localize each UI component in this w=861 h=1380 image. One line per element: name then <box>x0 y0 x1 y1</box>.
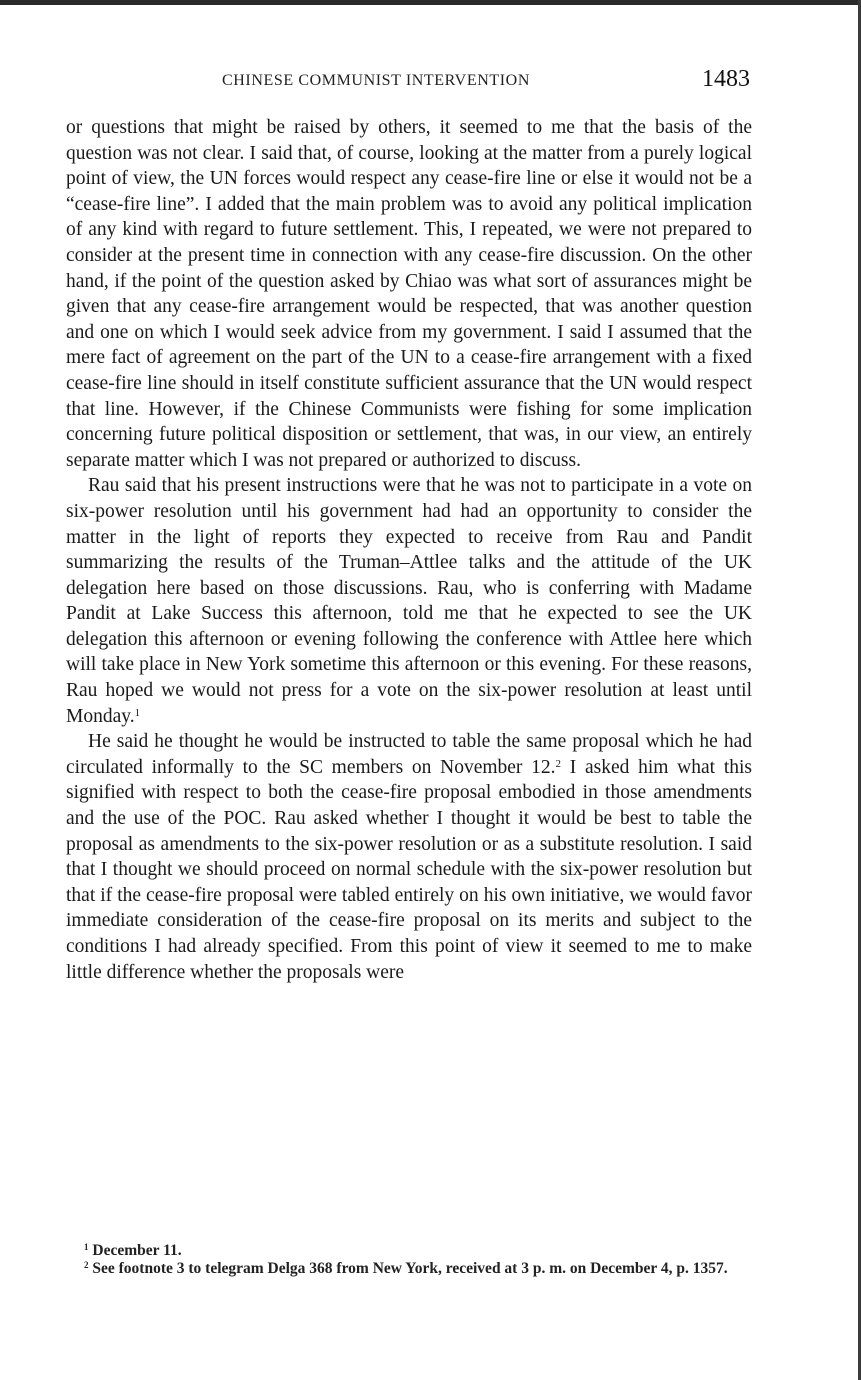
page-number: 1483 <box>702 66 750 92</box>
footnote-ref-1: 1 <box>134 706 141 719</box>
body-text <box>66 115 752 985</box>
footnote-2-text: See footnote 3 to telegram Delga 368 from New York, received at 3 p. m. on December 4, p. 1357. <box>92 1259 728 1277</box>
footnote-marker-2: 2 <box>84 1259 89 1270</box>
footnote-ref-2: 2 <box>555 757 562 770</box>
paragraph-1 <box>66 115 752 473</box>
footnotes <box>66 1242 752 1277</box>
paragraph-3 <box>66 729 752 985</box>
running-head <box>66 66 750 98</box>
paragraph-2-text: Rau said that his present instructions were that he was not to participate in a vote on six-power resolution until his government had had an opportunity to consider the matter in the light of reports they expected to receive from Rau and Pandit summarizing the results of the Truman–Attlee talks and the attitude of the UK delegation here based on those discussions. Rau, who is conferring with Madame Pandit at Lake Success this afternoon, told me that he expected to see the UK delegation this afternoon or evening following the conference with Attlee here which will take place in New York sometime this afternoon or this evening. For these reasons, Rau hoped we would not press for a vote on the six-power resolution at least until Monday. <box>66 475 752 727</box>
paragraph-2 <box>66 473 752 729</box>
footnote-1 <box>66 1242 752 1260</box>
footnote-1-text: December 11. <box>92 1242 182 1259</box>
footnote-2 <box>66 1260 752 1278</box>
footnote-marker-1: 1 <box>84 1242 89 1252</box>
paragraph-3-text-b: I asked him what this signified with respect to both the cease-fire proposal embodied in those amendments and the use of the POC. Rau asked whether I thought it would be best to table the proposal as amendments to the six-power resolution or as a substitute resolution. I said that I thought we should proceed on normal schedule with the six-power resolution but that if the cease-fire proposal were tabled entirely on his own initiative, we would favor immediate consideration of the cease-fire proposal on its merits and subject to the conditions I had already specified. From this point of view it seemed to me to make little difference whether the proposals were <box>66 756 752 983</box>
running-title: CHINESE COMMUNIST INTERVENTION <box>222 72 530 89</box>
paragraph-1-text: or questions that might be raised by others, it seemed to me that the basis of the question was not clear. I said that, of course, looking at the matter from a purely logical point of view, the UN forces would respect any cease-fire line or else it would not be a “cease-fire line”. I added that the main problem was to avoid any political implication of any kind with regard to future settlement. This, I repeated, we were not prepared to consider at the present time in connection with any cease-fire discussion. On the other hand, if the point of the question asked by Chiao was what sort of assurances might be given that any cease-fire arrangement would be respected, that was another question and one on which I would seek advice from my government. I said I assumed that the mere fact of agreement on the part of the UN to a cease-fire arrangement with a fixed cease-fire line should in itself constitute sufficient assurance that the UN would respect that line. However, if the Chinese Communists were fishing for some implication concerning future political disposition or settlement, that was, in our view, an entirely separate matter which I was not prepared or authorized to discuss. <box>66 117 752 471</box>
top-border-rule <box>0 0 861 5</box>
paragraph-3-text-a: He said he thought he would be instructed to table the same proposal which he had circulated informally to the SC members on November 12. <box>66 731 752 778</box>
